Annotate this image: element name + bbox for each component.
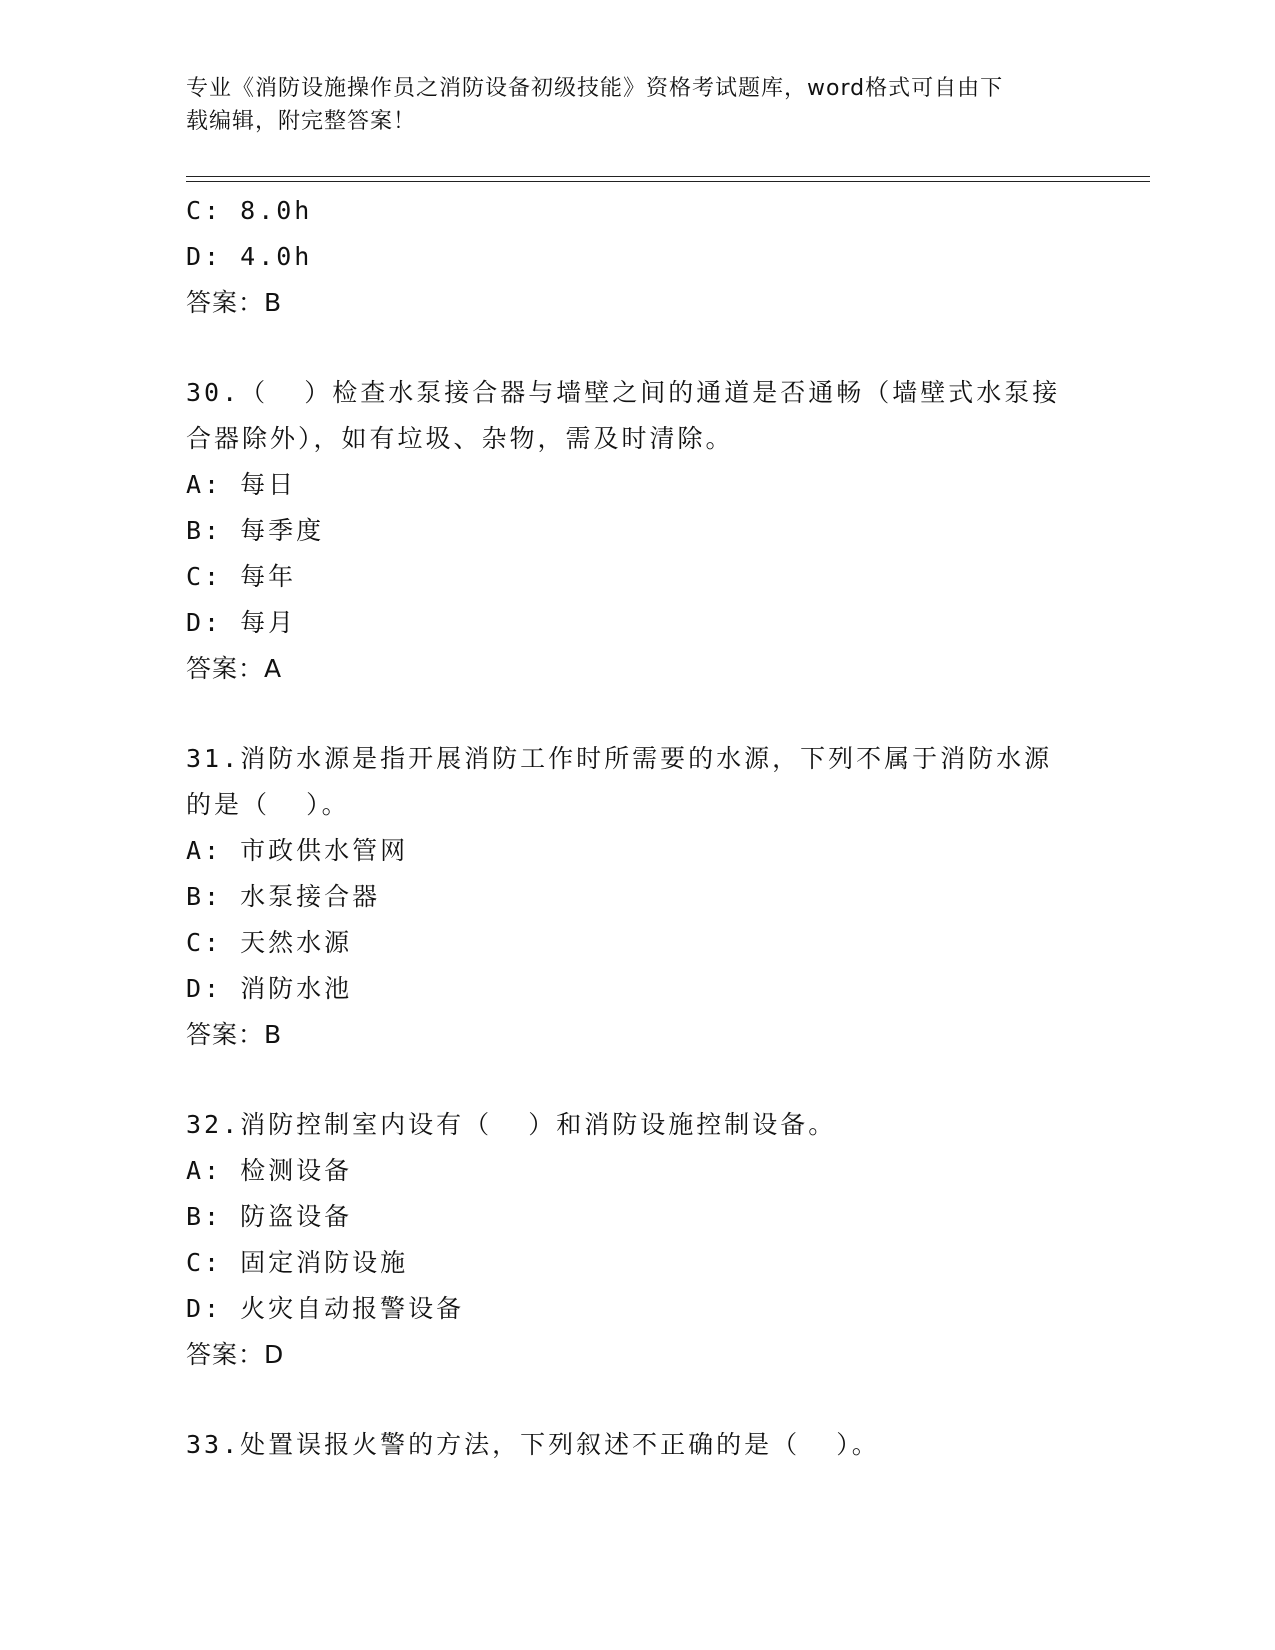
- answer-line: 答案：D: [186, 1340, 285, 1369]
- header-line-2: 载编辑，附完整答案！: [186, 109, 417, 134]
- question-32: [186, 1102, 1066, 1378]
- document-header: [186, 72, 1066, 138]
- question-29-continued: [186, 188, 1066, 326]
- option-c: C: 天然水源: [186, 928, 353, 957]
- option-c: C: 8.0h: [186, 196, 313, 225]
- answer-line: 答案：B: [186, 288, 283, 317]
- question-stem: 32.消防控制室内设有（ ）和消防设施控制设备。: [186, 1110, 837, 1139]
- question-stem-continued: 合器除外），如有垃圾、杂物，需及时清除。: [186, 424, 734, 453]
- question-30: [186, 370, 1066, 692]
- option-b: B: 水泵接合器: [186, 882, 381, 911]
- option-b: B: 防盗设备: [186, 1202, 353, 1231]
- option-d: D: 4.0h: [186, 242, 313, 271]
- option-d: D: 每月: [186, 608, 297, 637]
- option-d: D: 火灾自动报警设备: [186, 1294, 465, 1323]
- question-stem: 33.处置误报火警的方法，下列叙述不正确的是（ ）。: [186, 1430, 880, 1459]
- question-stem: 30.（ ）检查水泵接合器与墙壁之间的通道是否通畅（墙壁式水泵接: [186, 378, 1061, 407]
- question-31: [186, 736, 1066, 1058]
- option-c: C: 每年: [186, 562, 297, 591]
- header-divider-bottom: [186, 181, 1150, 182]
- option-a: A: 检测设备: [186, 1156, 353, 1185]
- option-d: D: 消防水池: [186, 974, 353, 1003]
- answer-line: 答案：A: [186, 654, 283, 683]
- question-list: [186, 188, 1066, 1468]
- option-a: A: 市政供水管网: [186, 836, 409, 865]
- option-a: A: 每日: [186, 470, 297, 499]
- answer-line: 答案：B: [186, 1020, 283, 1049]
- question-stem: 31.消防水源是指开展消防工作时所需要的水源，下列不属于消防水源: [186, 744, 1053, 773]
- option-b: B: 每季度: [186, 516, 325, 545]
- question-stem-continued: 的是（ ）。: [186, 790, 350, 819]
- question-33: [186, 1422, 1066, 1468]
- header-divider-top: [186, 176, 1150, 177]
- header-line-1: 专业《消防设施操作员之消防设备初级技能》资格考试题库，word格式可自由下: [186, 76, 1004, 101]
- option-c: C: 固定消防设施: [186, 1248, 409, 1277]
